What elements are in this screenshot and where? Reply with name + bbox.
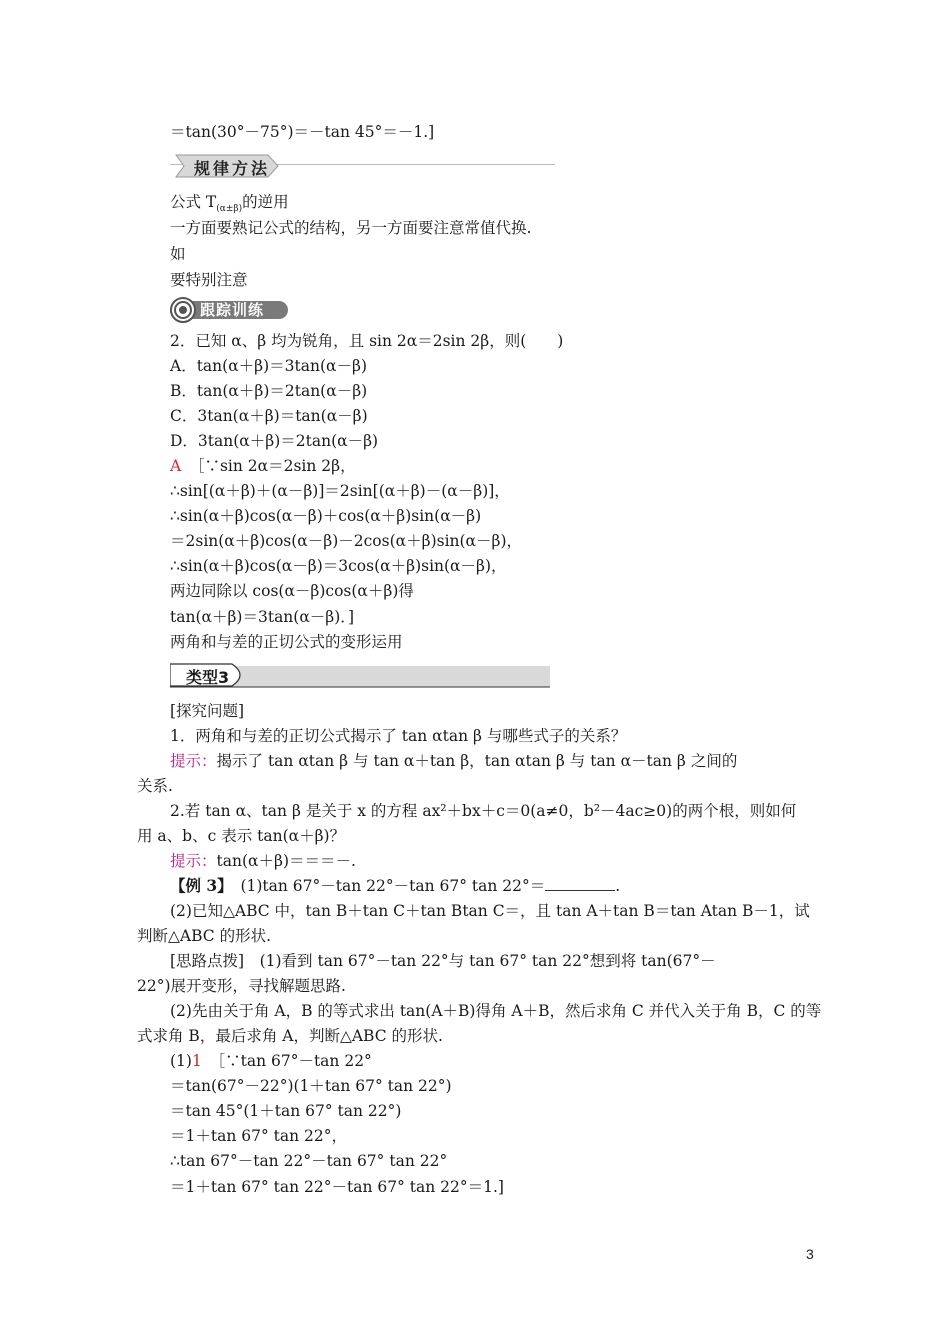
option-c: C．3tan(α＋β)＝tan(α－β) <box>170 407 368 425</box>
answer-letter: A <box>170 457 182 475</box>
explore-title: [探究问题] <box>170 702 245 720</box>
explore-question-2-cont: 用 a、b、c 表示 tan(α＋β)？ <box>137 827 346 845</box>
page-number: 3 <box>806 1246 814 1262</box>
method-line-4: 要特别注意 <box>170 271 248 289</box>
solution-line: 两边同除以 cos(α－β)cos(α＋β)得 <box>170 582 414 600</box>
example-solution-first: (1)1 ［∵tan 67°－tan 22° <box>170 1052 372 1070</box>
example-solution-line: ＝tan 45°(1＋tan 67° tan 22°) <box>170 1102 402 1120</box>
target-icon <box>170 297 196 323</box>
method-line-1: 公式 $T_{(\alpha\pm\beta)}$的逆用 <box>170 193 289 215</box>
type-3-label: 类型3 <box>186 668 230 687</box>
answer-line: A ［∵sin 2α＝2sin 2β， <box>170 457 356 475</box>
example-solution-line: ＝1＋tan 67° tan 22°， <box>170 1127 347 1145</box>
continued-equation: ＝tan(30°－75°)＝－tan 45°＝－1.] <box>170 123 435 141</box>
idea-line-4: 式求角 B，最后求角 A，判断△ABC 的形状. <box>137 1027 443 1045</box>
section-title: 两角和与差的正切公式的变形运用 <box>170 633 403 651</box>
option-d: D．3tan(α＋β)＝2tan(α－β) <box>170 432 379 450</box>
idea-line-3: (2)先由关于角 A，B 的等式求出 tan(A＋B)得角 A＋B，然后求角 C 并代入关于角 B，C 的等 <box>170 1002 822 1020</box>
example-answer: 1 <box>191 1052 202 1070</box>
answer-blank <box>545 876 615 891</box>
solution-line: ＝2sin(α＋β)cos(α－β)－2cos(α＋β)sin(α－β)， <box>170 532 523 550</box>
explore-answer-1-cont: 关系. <box>137 777 173 795</box>
option-a: A．tan(α＋β)＝3tan(α－β) <box>170 357 368 375</box>
example-label: 【例 3】 <box>170 876 225 895</box>
method-line-2: 一方面要熟记公式的结构，另一方面要注意常值代换. <box>170 219 532 237</box>
method-line-3: 如 <box>170 245 186 263</box>
example-solution-line: ＝1＋tan 67° tan 22°－tan 67° tan 22°＝1.] <box>170 1178 504 1196</box>
explore-question-1: 1．两角和与差的正切公式揭示了 tan αtan β 与哪些式子的关系？ <box>170 727 627 745</box>
example-3-part-2-cont: 判断△ABC 的形状. <box>137 927 272 945</box>
type-3-badge <box>170 662 550 688</box>
question-2-stem: 2．已知 α、β 均为锐角，且 sin 2α＝2sin 2β，则( ) <box>170 332 564 350</box>
solution-line: ∴sin(α＋β)cos(α－β)＋cos(α＋β)sin(α－β) <box>170 507 482 525</box>
example-3-part-1: 【例 3】 (1)tan 67°－tan 22°－tan 67° tan 22°＝ . <box>170 876 621 895</box>
explore-question-2: 2.若 tan α、tan β 是关于 x 的方程 ax²＋bx＋c＝0(a≠0，b²－4ac≥0)的两个根，则如何 <box>170 802 797 820</box>
explore-answer-1: 提示：揭示了 tan αtan β 与 tan α＋tan β，tan αtan β 与 tan α－tan β 之间的 <box>170 752 738 770</box>
practice-header-label: 跟踪训练 <box>200 301 265 319</box>
explore-answer-2: 提示：tan(α＋β)＝＝＝－. <box>170 852 356 870</box>
hint-label: 提示： <box>170 752 217 770</box>
idea-line-1: [思路点拨] (1)看到 tan 67°－tan 22°与 tan 67° tan 22°想到将 tan(67°－ <box>170 952 716 970</box>
method-header-label: 规律方法 <box>194 159 271 178</box>
method-header <box>170 153 280 179</box>
option-b: B．tan(α＋β)＝2tan(α－β) <box>170 382 368 400</box>
hint-label: 提示： <box>170 852 217 870</box>
solution-line: ∴sin[(α＋β)＋(α－β)]＝2sin[(α＋β)－(α－β)]， <box>170 482 510 500</box>
idea-line-2: 22°)展开变形，寻找解题思路. <box>137 977 346 995</box>
solution-line: tan(α＋β)＝3tan(α－β)．] <box>170 608 355 626</box>
example-solution-line: ＝tan(67°－22°)(1＋tan 67° tan 22°) <box>170 1077 452 1095</box>
example-3-part-2: (2)已知△ABC 中，tan B＋tan C＋tan Btan C＝，且 tan A＋tan B＝tan Atan B－1，试 <box>170 902 810 920</box>
solution-line: ∴sin(α＋β)cos(α－β)＝3cos(α＋β)sin(α－β)， <box>170 557 507 575</box>
example-solution-line: ∴tan 67°－tan 22°－tan 67° tan 22° <box>170 1152 448 1170</box>
